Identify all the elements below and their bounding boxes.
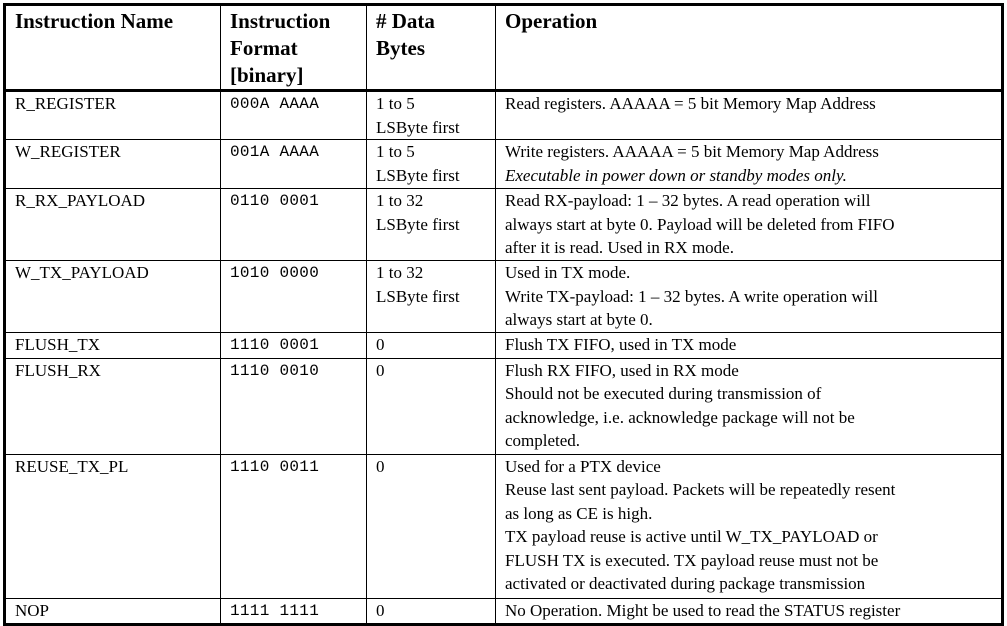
data-bytes-line: 0 (376, 335, 385, 354)
data-bytes-cell (367, 140, 496, 189)
instruction-name-cell: R_RX_PAYLOAD (5, 189, 221, 261)
instruction-format-cell: 000A AAAA (221, 91, 367, 140)
data-bytes-cell (367, 598, 496, 625)
instruction-name-cell: FLUSH_RX (5, 358, 221, 454)
operation-line: activated or deactivated during package transmission (505, 574, 866, 593)
header-instruction-name (5, 5, 221, 91)
header-line: Instruction Name (15, 9, 174, 33)
data-bytes-line: LSByte first (376, 165, 460, 185)
instruction-format-cell: 1010 0000 (221, 261, 367, 333)
instruction-format-cell: 1110 0010 (221, 358, 367, 454)
data-bytes-line: 1 to 5 (376, 94, 415, 113)
data-bytes-cell (367, 454, 496, 598)
header-line: Format (230, 36, 298, 60)
operation-line: Reuse last sent payload. Packets will be repeatedly resent (505, 480, 896, 499)
operation-line: always start at byte 0. Payload will be deleted from FIFO (505, 214, 895, 234)
table-row (5, 333, 1003, 359)
table-row (5, 358, 1003, 454)
table-row (5, 454, 1003, 598)
operation-cell (496, 91, 1003, 140)
header-row (5, 5, 1003, 91)
operation-cell (496, 598, 1003, 625)
operation-line: completed. (505, 431, 581, 450)
table-row (5, 261, 1003, 333)
operation-line: No Operation. Might be used to read the STATUS register (505, 600, 901, 620)
operation-line: Write registers. AAAAA = 5 bit Memory Map Address (505, 142, 879, 161)
instruction-format-cell: 1110 0001 (221, 333, 367, 359)
operation-line: as long as CE is high. (505, 503, 653, 523)
operation-cell (496, 333, 1003, 359)
header-line: # Data (376, 9, 435, 33)
operation-note: Executable in power down or standby modes only. (505, 165, 847, 185)
table-row (5, 189, 1003, 261)
header-operation (496, 5, 1003, 91)
data-bytes-line: 0 (376, 456, 385, 476)
data-bytes-cell (367, 261, 496, 333)
instruction-format-cell: 001A AAAA (221, 140, 367, 189)
operation-cell (496, 140, 1003, 189)
operation-line: Should not be executed during transmission of (505, 384, 822, 403)
instruction-name-cell: REUSE_TX_PL (5, 454, 221, 598)
table-row (5, 598, 1003, 625)
header-line: [binary] (230, 63, 304, 87)
data-bytes-line: LSByte first (376, 117, 460, 137)
instruction-table (3, 3, 1004, 626)
data-bytes-line: 1 to 5 (376, 142, 415, 161)
header-line: Instruction (230, 9, 331, 33)
operation-line: always start at byte 0. (505, 310, 653, 329)
data-bytes-cell (367, 189, 496, 261)
operation-line: Write TX-payload: 1 – 32 bytes. A write operation will (505, 286, 878, 306)
data-bytes-line: LSByte first (376, 286, 460, 306)
instruction-format-cell: 1110 0011 (221, 454, 367, 598)
operation-line: Used in TX mode. (505, 263, 631, 282)
instruction-format-cell: 0110 0001 (221, 189, 367, 261)
data-bytes-cell (367, 358, 496, 454)
operation-cell (496, 358, 1003, 454)
header-data-bytes (367, 5, 496, 91)
operation-line: after it is read. Used in RX mode. (505, 238, 734, 257)
table-row (5, 140, 1003, 189)
data-bytes-line: 1 to 32 (376, 263, 424, 282)
instruction-name-cell: FLUSH_TX (5, 333, 221, 359)
operation-line: acknowledge, i.e. acknowledge package will not be (505, 407, 855, 427)
operation-line: TX payload reuse is active until W_TX_PAYLOAD or (505, 527, 878, 546)
header-instruction-format (221, 5, 367, 91)
operation-line: Read registers. AAAAA = 5 bit Memory Map Address (505, 94, 876, 113)
data-bytes-line: LSByte first (376, 214, 460, 234)
data-bytes-line: 0 (376, 360, 385, 380)
instruction-name-cell: NOP (5, 598, 221, 625)
instruction-name-cell: W_TX_PAYLOAD (5, 261, 221, 333)
operation-cell (496, 189, 1003, 261)
operation-line: Used for a PTX device (505, 456, 661, 476)
operation-line: Flush RX FIFO, used in RX mode (505, 360, 739, 380)
instruction-name-cell: R_REGISTER (5, 91, 221, 140)
data-bytes-line: 1 to 32 (376, 191, 424, 210)
header-line: Bytes (376, 36, 425, 60)
instruction-name-cell: W_REGISTER (5, 140, 221, 189)
header-line: Operation (505, 9, 598, 33)
table-row (5, 91, 1003, 140)
operation-line: Flush TX FIFO, used in TX mode (505, 335, 737, 354)
operation-line: Read RX-payload: 1 – 32 bytes. A read operation will (505, 191, 871, 210)
operation-cell (496, 454, 1003, 598)
data-bytes-cell (367, 91, 496, 140)
data-bytes-cell (367, 333, 496, 359)
data-bytes-line: 0 (376, 600, 385, 620)
operation-cell (496, 261, 1003, 333)
operation-line: FLUSH TX is executed. TX payload reuse must not be (505, 550, 879, 570)
instruction-format-cell: 1111 1111 (221, 598, 367, 625)
